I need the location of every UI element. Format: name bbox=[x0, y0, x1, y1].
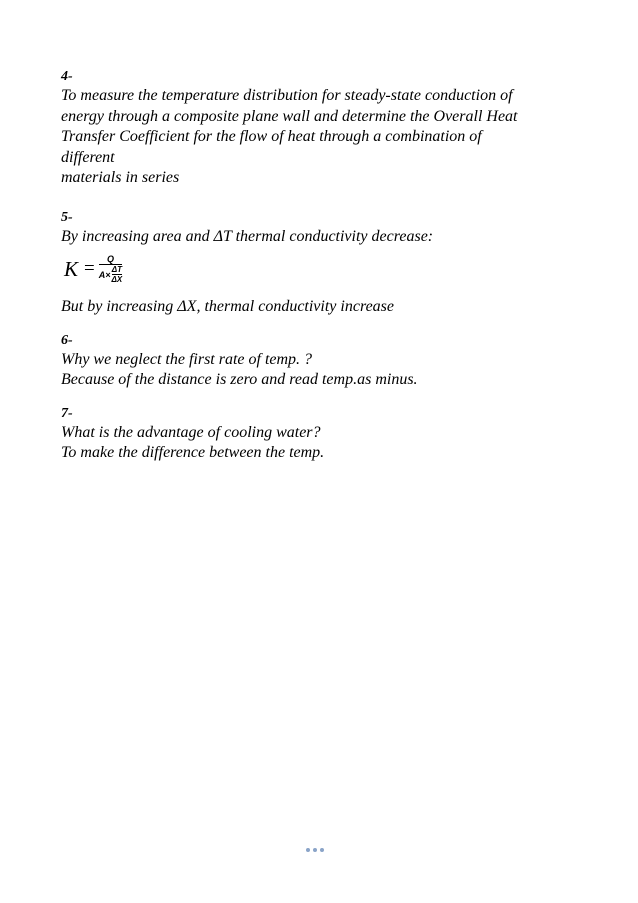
formula-gradient-fraction bbox=[112, 265, 123, 284]
formula-numerator: Q bbox=[106, 254, 114, 264]
footer-dot bbox=[313, 848, 317, 852]
footer-dot bbox=[320, 848, 324, 852]
question-7-section bbox=[61, 405, 581, 464]
question-4-line: To measure the temperature distribution for steady-state conduction of bbox=[61, 87, 513, 104]
formula-delta-t: ΔT bbox=[111, 265, 122, 274]
question-4-line: energy through a composite plane wall and determine the Overall Heat bbox=[61, 107, 518, 125]
question-7-number: 7- bbox=[61, 405, 73, 421]
question-4-line: Transfer Coefficient for the flow of heat through a combination of bbox=[61, 128, 482, 145]
question-7-answer: To make the difference between the temp. bbox=[61, 444, 325, 461]
question-4-line: different bbox=[61, 148, 115, 166]
question-5-section bbox=[61, 209, 581, 318]
question-4-number: 4- bbox=[61, 69, 73, 84]
question-5-conclusion: But by increasing ΔX, thermal conductivity increase bbox=[61, 298, 395, 315]
formula-denominator bbox=[99, 265, 122, 284]
footer-dot bbox=[306, 848, 310, 852]
question-4-line: materials in series bbox=[61, 169, 180, 186]
question-6-number: 6- bbox=[61, 332, 73, 348]
question-6-answer: Because of the distance is zero and read temp.as minus. bbox=[61, 371, 418, 388]
question-6-question: Why we neglect the first rate of temp. ? bbox=[61, 350, 313, 368]
document-content bbox=[61, 68, 581, 464]
question-4-section bbox=[61, 68, 581, 189]
formula-delta-x: ΔX bbox=[111, 275, 123, 284]
question-5-statement: By increasing area and ΔT thermal conductivity decrease: bbox=[61, 227, 434, 245]
formula-equals: = bbox=[84, 257, 95, 279]
question-7-question: What is the advantage of cooling water? bbox=[61, 423, 321, 441]
formula-lhs: K bbox=[64, 256, 79, 281]
question-5-number: 5- bbox=[61, 209, 73, 225]
formula-fraction bbox=[99, 254, 122, 284]
question-6-section bbox=[61, 332, 581, 391]
thermal-conductivity-formula bbox=[64, 249, 581, 289]
formula-denominator-area: A× bbox=[98, 269, 111, 280]
footer-dots bbox=[306, 848, 324, 852]
